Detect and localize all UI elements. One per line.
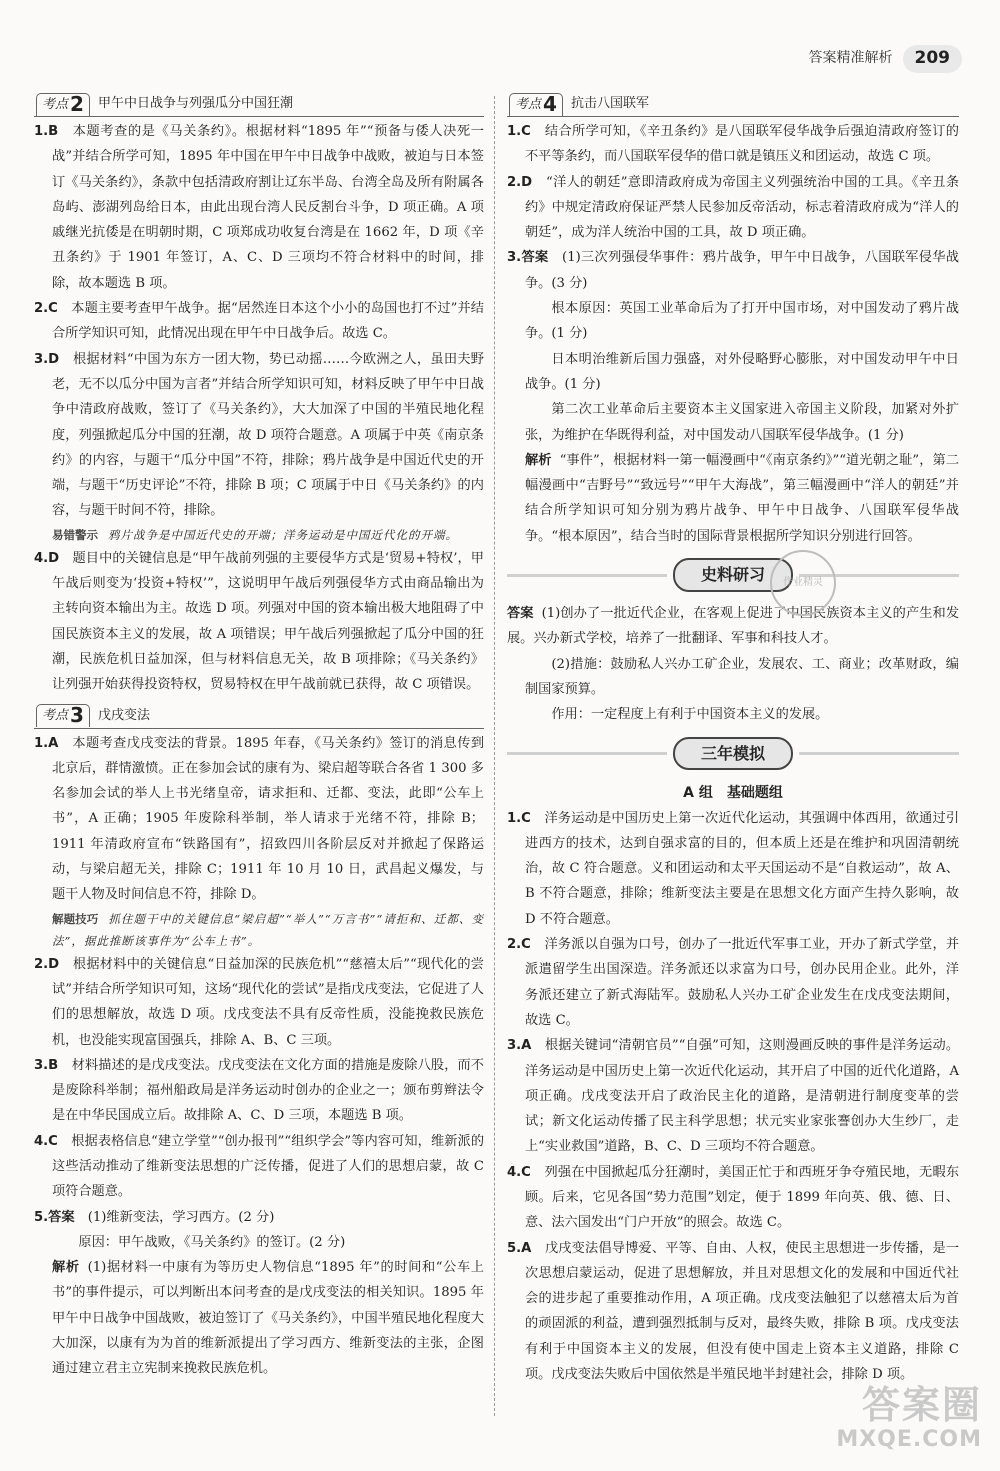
question-number: 2.C xyxy=(507,937,531,953)
answer-item xyxy=(507,601,959,652)
answer-item xyxy=(507,1160,959,1236)
stamp-text: 作业精灵 xyxy=(783,577,823,588)
answer-item xyxy=(34,296,484,347)
section-title: 戊戌变法 xyxy=(97,707,150,723)
section-tag xyxy=(36,704,90,727)
answer-item xyxy=(507,170,959,246)
answer-item xyxy=(34,952,484,1053)
answer-text: “洋人的朝廷”意即清政府成为帝国主义列强统治中国的工具。《辛丑条约》中规定清政府保证严禁人民参加反帝活动，标志着清政府成为“洋人的朝廷”，成为洋人统治中国的工具，故 D 项正确。 xyxy=(525,174,960,241)
banner-line xyxy=(507,574,667,577)
answer-text: 题目中的关键信息是“甲午战前列强的主要侵华方式是‘贸易+特权’，甲午战后则变为‘投资+特权’”，这说明甲午战后列强侵华方式由商品输出为主转向资本输出为主。故选 D 项。列强对中国的资本输出极大地阻碍了中国民族资本主义的发展，故 A 项错误；甲午战后列强掀起了瓜分中国的狂潮，民族危机日益加深，但与材料信息无关，故 B 项排除；《马关条约》让列强开始获得投资特权，贸易特权在甲午战前就已获得，故 C 项错误。 xyxy=(52,550,484,693)
answer-text: 本题主要考查甲午战争。据“居然连日本这个小小的岛国也打不过”并结合所学知识可知，此情况出现在甲午中日战争后。故选 C。 xyxy=(52,301,484,342)
note-label: 解题技巧 xyxy=(52,911,99,926)
answer-item xyxy=(507,1236,959,1388)
watermark-url: MXQE.COM xyxy=(836,1427,982,1452)
left-column xyxy=(34,92,484,1382)
question-number: 4.D xyxy=(34,550,60,566)
answer-item xyxy=(34,1053,484,1129)
answer-text: 结合所学可知，《辛丑条约》是八国联军侵华战争后强迫清政府签订的不平等条约，而八国联军侵华的借口就是镇压义和团运动，故选 C 项。 xyxy=(525,124,959,165)
header-label: 答案精准解析 xyxy=(808,50,893,67)
section-tag xyxy=(36,93,90,116)
answer-text: 第二次工业革命后主要资本主义国家进入帝国主义阶段，加紧对外扩张，为维护在华既得利益，对中国发动八国联军侵华战争。(1 分) xyxy=(525,402,959,443)
analysis-block xyxy=(507,448,959,549)
question-number: 1.B xyxy=(34,124,59,139)
question-number: 2.D xyxy=(507,174,533,190)
section-banner-three-year-mock xyxy=(507,734,959,774)
watermark-logo-text: 答案圈 xyxy=(861,1383,982,1427)
answer-text: 列强在中国掀起瓜分狂潮时，美国正忙于和西班牙争夺殖民地，无暇东顾。后来，它见各国“势力范围”划定，便于 1899 年向英、俄、德、日、意、法六国发出“门户开放”的照会。故选 C。 xyxy=(525,1164,960,1231)
stamp-seal xyxy=(770,550,836,616)
answer-item xyxy=(34,1205,484,1230)
section-header-3 xyxy=(34,704,484,729)
solving-tip-note xyxy=(34,908,484,952)
answer-text: 本题考查戊戌变法的背景。1895 年春，《马关条约》签订的消息传到北京后，群情激愤。正在参加会试的康有为、梁启超等联合各省 1 300 多名参加会试的举人上书光绪皇帝，请求拒和、迁都、变法，此即“公车上书”，A 正确；1905 年废除科举制，举人请求于光绪不符，排除 B；1911 年清政府宣布“铁路国有”，招致四川各阶层反对并掀起了保路运动，与梁启超无关，排除 C；1911 年 10 月 10 日，武昌起义爆发，与题干人物及时间信息不符，排除 D。 xyxy=(52,735,485,903)
analysis-text: “事件”，根据材料一第一幅漫画中“《南京条约》”“道光朝之耻”，第二幅漫画中“吉野号”“致远号”“甲午大海战”，第三幅漫画中“洋人的朝廷”并结合所学知识可知分别为鸦片战争、甲午中日战争、八国联军侵华战争。“根本原因”，结合当时的国际背景根据所学知识分别进行回答。 xyxy=(525,452,960,544)
banner-line xyxy=(799,752,959,755)
question-number: 4.C xyxy=(34,1133,58,1149)
answer-text: (1)维新变法，学习西方。(2 分) xyxy=(87,1209,275,1225)
answer-item xyxy=(507,119,959,170)
analysis-label: 解析 xyxy=(525,452,552,468)
section-title: 甲午中日战争与列强瓜分中国狂潮 xyxy=(97,96,293,112)
answer-item xyxy=(507,1033,959,1159)
answer-item xyxy=(34,119,484,296)
column-divider xyxy=(494,96,495,1416)
banner-title: 三年模拟 xyxy=(673,737,793,770)
answer-item xyxy=(34,1129,484,1205)
group-title: A 组 基础题组 xyxy=(683,784,783,801)
section-tag xyxy=(509,93,563,116)
answer-text: 本题考查的是《马关条约》。根据材料“1895 年”“预备与倭人决死一战”并结合所学可知，1895 年中国在甲午中日战争中战败，被迫与日本签订《马关条约》，条款中包括清政府割让辽东半岛、台湾全岛及所有附属各岛屿、澎湖列岛给日本，由此出现台湾人民反割台斗争，D 项正确。A 项戚继光抗倭是在明朝时期，C 项郑成功收复台湾是在 1662 年，D 项《辛丑条约》于 1901 年签订，A、C、D 三项均不符合材料中的时间，排除，故本题选 B 项。 xyxy=(52,124,484,291)
answer-text: 洋务运动是中国历史上第一次近代化运动，其强调中体西用，欲通过引进西方的技术，达到自强求富的目的，但本质上还是在维护和巩固清朝统治，故 C 符合题意。义和团运动和太平天国运动不是“自救运动”，故 A、B 不符合题意，排除；维新变法主要是在思想文化方面产生持久影响，故 D 不符合题意。 xyxy=(525,810,960,927)
answer-item xyxy=(34,546,484,698)
note-text: 抓住题干中的关键信息“梁启超”“举人”“万言书”“请拒和、迁都、变法”，据此推断该事件为“公车上书”。 xyxy=(52,911,485,948)
question-number: 1.C xyxy=(507,810,531,826)
tag-number: 3 xyxy=(70,703,84,728)
tag-text: 考点 xyxy=(515,96,542,112)
answer-text: 原因：甲午战败，《马关条约》的签订。(2 分) xyxy=(78,1234,346,1250)
answer-item xyxy=(507,806,959,932)
section-title: 抗击八国联军 xyxy=(570,96,649,112)
question-number: 3.答案 xyxy=(507,250,549,266)
answer-text: 作用：一定程度上有利于中国资本主义的发展。 xyxy=(551,707,829,723)
answer-text: 日本明治维新后国力强盛，对外侵略野心膨胀，对中国发动甲午中日战争。(1 分) xyxy=(525,351,959,392)
answer-text: 材料描述的是戊戌变法。戊戌变法在文化方面的措施是废除八股，而不是废除科举制；福州船政局是洋务运动时创办的企业之一；颁布剪辫法令是在中华民国成立后。故排除 A、C、D 三项，本题选 B 项。 xyxy=(52,1057,484,1124)
note-text: 鸦片战争是中国近代史的开端；洋务运动是中国近代化的开端。 xyxy=(108,527,458,542)
question-number: 2.C xyxy=(34,301,58,317)
question-number: 3.D xyxy=(34,351,60,367)
banner-line xyxy=(507,752,667,755)
error-warning-note xyxy=(34,524,484,546)
section-header-4 xyxy=(507,92,959,117)
answer-text: 根据表格信息“建立学堂”“创办报刊”“组织学会”等内容可知，维新派的这些活动推动了维新变法思想的广泛传播，促进了人们的思想启蒙，故 C 项符合题意。 xyxy=(52,1133,485,1200)
question-number: 5.答案 xyxy=(34,1209,75,1225)
answer-item xyxy=(507,932,959,1033)
tag-number: 2 xyxy=(70,91,84,116)
tag-text: 考点 xyxy=(42,708,69,724)
answer-item xyxy=(34,347,484,524)
page-number: 209 xyxy=(903,45,963,72)
section-banner-primary-sources xyxy=(507,555,959,595)
banner-title: 史料研习 xyxy=(673,558,793,591)
answer-text: (1)创办了一批近代企业，在客观上促进了中国民族资本主义的产生和发展。兴办新式学校，培养了一批翻译、军事和科技人才。 xyxy=(507,606,960,647)
analysis-text: (1)据材料一中康有为等历史人物信息“1895 年”的时间和“公车上书”的事件提示，可以判断出本问考查的是戊戌变法的相关知识。1895 年甲午中日战争中国战败，被迫签订了《马关条约》，中国半殖民地化程度大大加深，以康有为为首的维新派提出了学习西方、维新变法的主张，企图通过建立君主立宪制来挽救民族危机。 xyxy=(52,1260,484,1377)
right-column xyxy=(507,92,959,1387)
answer-text: (2)措施：鼓励私人兴办工矿企业，发展农、工、商业；改革财政，编制国家预算。 xyxy=(525,656,959,697)
answer-text: (1)三次列强侵华事件：鸦片战争，甲午中日战争，八国联军侵华战争。(3 分) xyxy=(525,250,959,291)
answer-text: 根据材料中的关键信息“日益加深的民族危机”“慈禧太后”“现代化的尝试”并结合所学知识可知，这场“现代化的尝试”是指戊戌变法，它促进了人们的思想解放，故选 D 项。戊戌变法不具有反帝性质，没能挽救民族危机，也没能实现富国强兵，排除 A、B、C 三项。 xyxy=(52,956,484,1048)
answer-label: 答案 xyxy=(507,606,534,622)
question-number: 1.C xyxy=(507,124,531,139)
question-number: 5.A xyxy=(507,1240,532,1256)
tag-number: 4 xyxy=(543,91,557,116)
answer-item xyxy=(34,731,484,908)
answer-text: 根本原因：英国工业革命后为了打开中国市场，对中国发动了鸦片战争。(1 分) xyxy=(525,301,959,342)
note-label: 易错警示 xyxy=(52,527,98,542)
page-header xyxy=(809,44,963,74)
question-number: 4.C xyxy=(507,1164,531,1180)
site-watermark xyxy=(836,1383,982,1453)
answer-text: 戊戌变法倡导博爱、平等、自由、人权，使民主思想进一步传播，是一次思想启蒙运动，促进了思想解放，并且对思想文化的发展和中国近代社会的进步起了重要推动作用，A 项正确。戊戌变法触犯了以慈禧太后为首的顽固派的利益，遭到强烈抵制与反对，最终失败，排除 B 项。戊戌变法有利于中国资本主义的发展，但没有使中国走上资本主义道路，排除 C 项。戊戌变法失败后中国依然是半殖民地半封建社会，排除 D 项。 xyxy=(525,1240,960,1383)
question-number: 1.A xyxy=(34,735,59,751)
tag-text: 考点 xyxy=(42,96,69,112)
answer-item xyxy=(507,245,959,296)
answer-text: 根据关键词“清朝官员”“自强”可知，这则漫画反映的事件是洋务运动。洋务运动是中国历史上第一次近代化运动，其开启了中国的近代化道路，A 项正确。戊戌变法开启了政治民主化的道路，是清朝进行制度变革的尝试；新文化运动传播了民主科学思想；状元实业家张謇创办大生纱厂，走上“实业救国”道路，B、C、D 三项均不符合题意。 xyxy=(525,1038,960,1155)
question-number: 3.B xyxy=(34,1057,59,1073)
analysis-label: 解析 xyxy=(52,1260,80,1276)
answer-text: 洋务派以自强为口号，创办了一批近代军事工业，开办了新式学堂，并派遣留学生出国深造。洋务派还以求富为口号，创办民用企业。此外，洋务派还建立了新式海陆军。鼓励私人兴办工矿企业发生在戊戌变法期间，故选 C。 xyxy=(525,937,960,1028)
question-number: 2.D xyxy=(34,956,60,972)
section-header-2 xyxy=(34,92,484,117)
answer-text: 根据材料“中国为东方一团大物，势已动摇……今欧洲之人，虽田夫野老，无不以瓜分中国为言者”并结合所学知识可知，材料反映了甲午中日战争中清政府战败，签订了《马关条约》，大大加深了中国的半殖民地化程度，列强掀起瓜分中国的狂潮，故 D 项符合题意。A 项属于中英《南京条约》的内容，与题干“瓜分中国”不符，排除；鸦片战争是中国近代史的开端，与题干“历史评论”不符，排除 B 项；C 项属于中日《马关条约》的内容，与题干时间不符，排除。 xyxy=(52,351,484,519)
question-number: 3.A xyxy=(507,1038,532,1054)
analysis-block xyxy=(34,1255,484,1381)
